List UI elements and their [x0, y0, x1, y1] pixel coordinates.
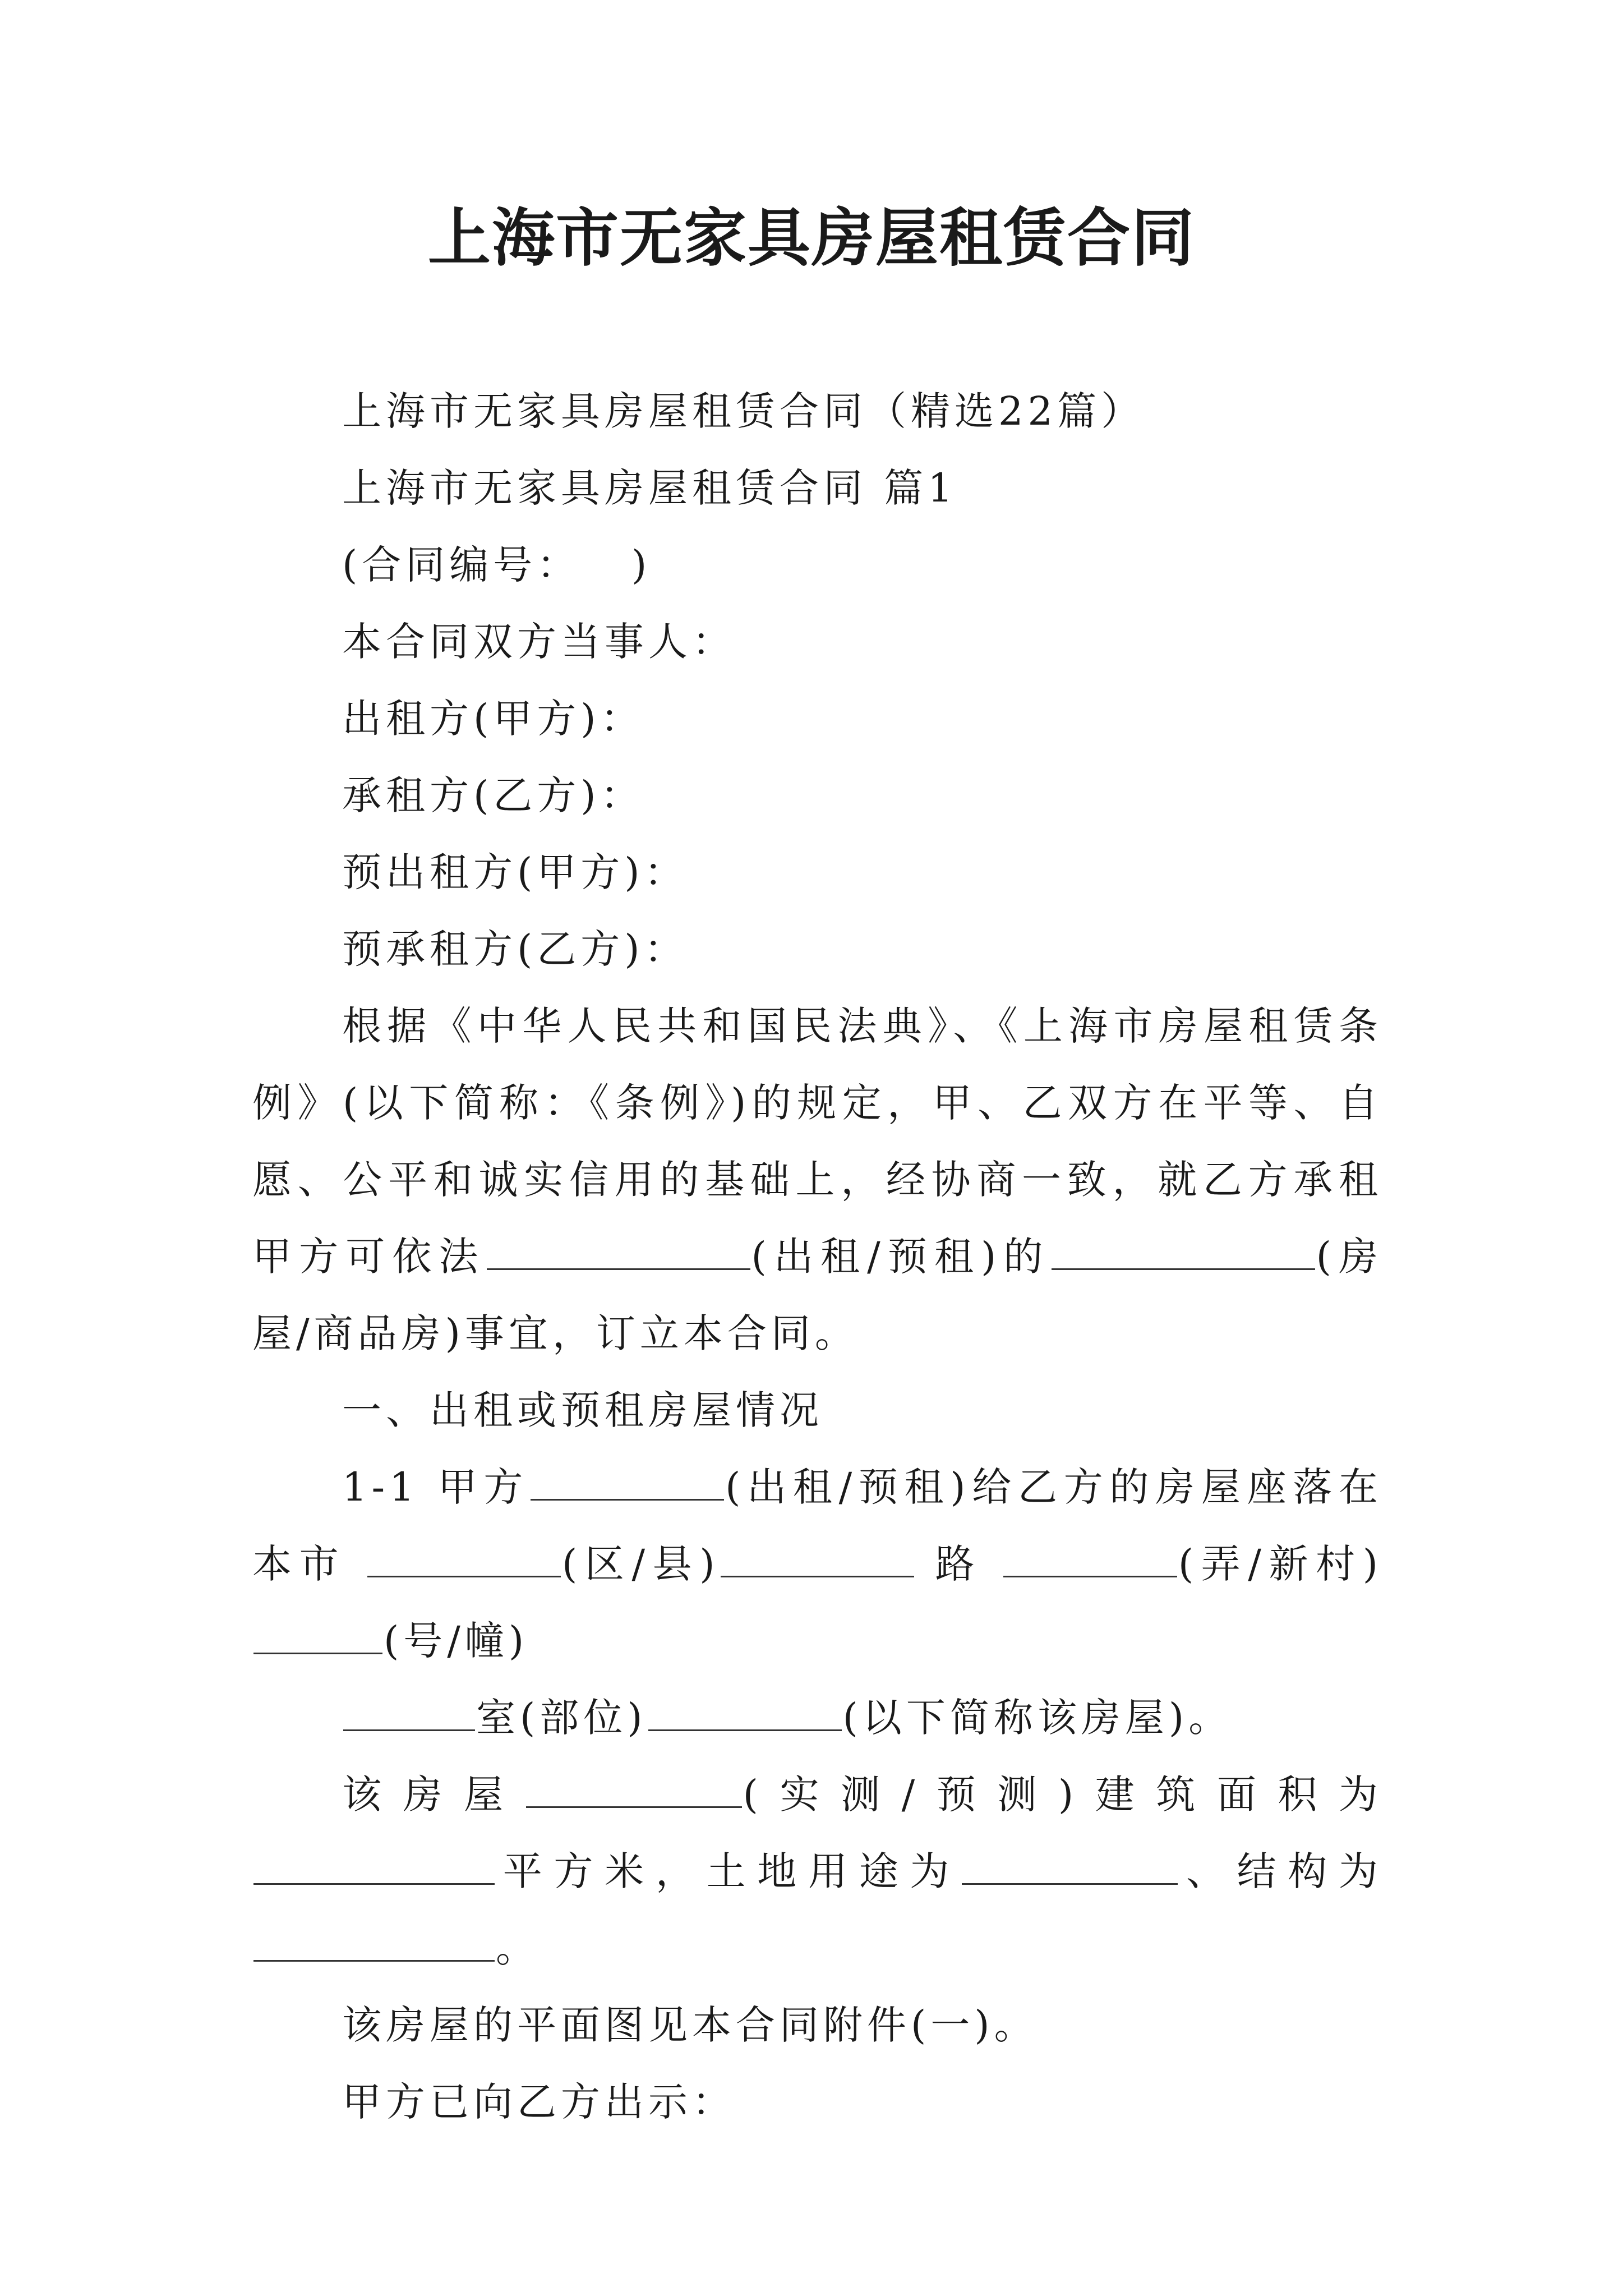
p11-text-f: (号/幢)	[384, 1618, 529, 1664]
area-text-e: 。	[496, 1925, 540, 1971]
area-text-c: 平方米，土地用途为	[496, 1848, 961, 1894]
blank-field[interactable]	[526, 1774, 742, 1808]
blank-field[interactable]	[487, 1236, 750, 1270]
area-text-d: 、结构为	[1179, 1848, 1383, 1894]
area-text-b: (实测/预测)建筑面积为	[743, 1772, 1383, 1818]
blank-field[interactable]	[721, 1543, 914, 1577]
legal-basis-text-b: (出租/预租)的	[751, 1234, 1050, 1280]
legal-basis-text-a: 根据《中华人民共和国民法典》、《上海市房屋租赁条例》(以下简称：《条例》)的规定，甲、乙双方在平等、自愿、公平和诚实信用的基础上，经协商一致，就乙方承租甲方可依法	[252, 1003, 1382, 1280]
paragraph-area	[252, 1756, 1382, 1987]
paragraph-lessee: 承租方(乙方)：	[342, 772, 644, 818]
p11-text-a: 1-1 甲方	[342, 1464, 530, 1510]
blank-field[interactable]	[531, 1466, 724, 1501]
paragraph-floor-plan: 该房屋的平面图见本合同附件(一)。	[342, 2002, 1038, 2048]
room-text-b: (以下简称该房屋)。	[842, 1695, 1233, 1741]
blank-field[interactable]	[253, 1620, 382, 1654]
paragraph-parties: 本合同双方当事人：	[342, 619, 736, 665]
paragraph-chapter: 上海市无家具房屋租赁合同 篇1	[342, 465, 957, 511]
paragraph-room	[252, 1680, 1382, 1756]
document-title: 上海市无家具房屋租赁合同	[428, 201, 1195, 275]
blank-field[interactable]	[962, 1851, 1178, 1885]
paragraph-contract-number: (合同编号： )	[342, 542, 652, 588]
blank-field[interactable]	[648, 1697, 842, 1731]
blank-field[interactable]	[343, 1697, 475, 1731]
paragraph-subtitle: 上海市无家具房屋租赁合同（精选22篇）	[342, 388, 1145, 434]
room-text-a: 室(部位)	[476, 1695, 647, 1741]
section-heading-1: 一、出租或预租房屋情况	[342, 1387, 823, 1433]
blank-field[interactable]	[1003, 1543, 1177, 1577]
blank-field[interactable]	[367, 1543, 561, 1577]
p11-text-b: (出租/预租)给乙方的房屋座落在本市	[252, 1464, 1383, 1587]
blank-field[interactable]	[253, 1851, 495, 1885]
paragraph-1-1	[252, 1449, 1382, 1680]
paragraph-lessor: 出租方(甲方)：	[342, 696, 644, 742]
paragraph-legal-basis	[252, 988, 1382, 1372]
legal-basis-text-c: (房屋/商品房)事宜，订立本合同。	[252, 1234, 1383, 1356]
paragraph-pre-lessor: 预出租方(甲方)：	[342, 849, 688, 895]
paragraph-pre-lessee: 预承租方(乙方)：	[342, 926, 688, 972]
p11-text-c: (区/县)	[562, 1541, 720, 1587]
p11-text-d: 路	[935, 1541, 983, 1587]
document-body	[252, 373, 1382, 2141]
blank-field[interactable]	[1052, 1236, 1315, 1270]
paragraph-shown: 甲方已向乙方出示：	[342, 2079, 736, 2125]
blank-field[interactable]	[253, 1927, 495, 1962]
p11-text-e: (弄/新村)	[1178, 1541, 1383, 1587]
area-text-a: 该房屋	[342, 1772, 525, 1818]
